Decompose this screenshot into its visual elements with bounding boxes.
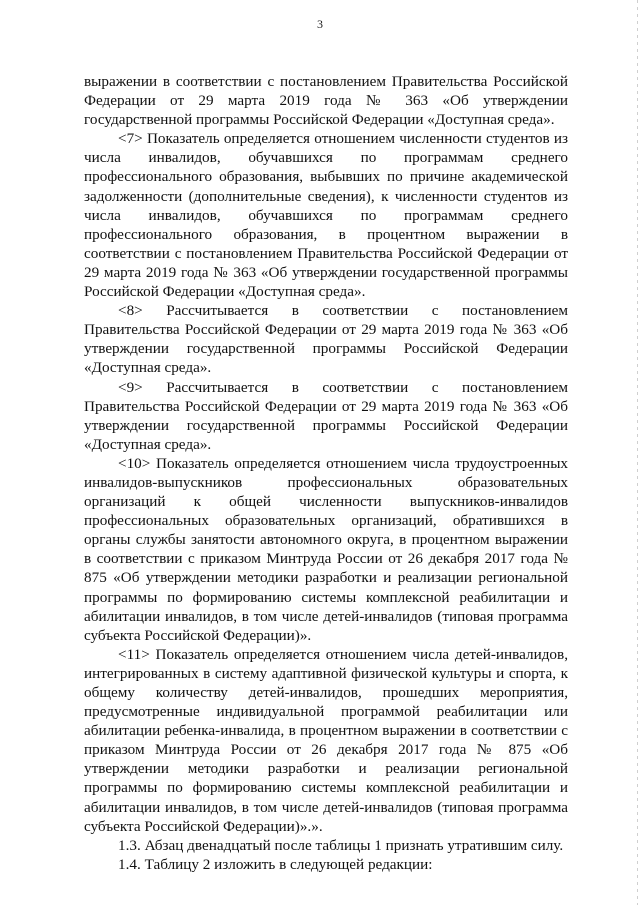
footnote-10: <10> Показатель определяется отношением числа трудоустроенных инвалидов-выпускников профессиональных образовательных организаций к общей численности выпускников-инвалидов профессиональных образовательных организаций, обратившихся в органы службы занятости автономного округа, в процентном выражении в соответствии с приказом Минтруда России от 26 декабря 2017 года № 875 «Об утверждении методики разработки и реализации региональной программы по формированию системы комплексной реабилитации и абилитации инвалидов, в том числе детей-инвалидов (типовая программа субъекта Российской Федерации)». — [84, 454, 568, 644]
footnote-9: <9> Рассчитывается в соответствии с постановлением Правительства Российской Федерации от 29 марта 2019 года № 363 «Об утверждении государственной программы Российской Федерации «Доступная среда». — [84, 378, 568, 453]
scan-edge-mark — [637, 0, 638, 905]
paragraph-continuation: выражении в соответствии с постановлением Правительства Российской Федерации от 29 марта 2019 года № 363 «Об утверждении государственной программы Российской Федерации «Доступная среда». — [84, 73, 568, 129]
clause-1-4: 1.4. Таблицу 2 изложить в следующей редакции: — [118, 855, 433, 873]
clause-1-3: 1.3. Абзац двенадцатый после таблицы 1 признать утратившим силу. — [118, 836, 564, 854]
footnote-8: <8> Рассчитывается в соответствии с постановлением Правительства Российской Федерации от 29 марта 2019 года № 363 «Об утверждении государственной программы Российской Федерации «Доступная среда». — [84, 302, 568, 377]
footnote-7: <7> Показатель определяется отношением численности студентов из числа инвалидов, обучавшихся по программам среднего профессионального образования, выбывших по причине академической задолженности (дополнительные сведения), к численности студентов из числа инвалидов, обучавшихся по программам среднего профессионального образования, в процентном выражении в соответствии с постановлением Правительства Российской Федерации от 29 марта 2019 года № 363 «Об утверждении государственной программы Российской Федерации «Доступная среда». — [84, 130, 568, 301]
page-number: 3 — [317, 17, 323, 31]
document-body — [84, 72, 568, 874]
footnote-11: <11> Показатель определяется отношением числа детей-инвалидов, интегрированных в систему адаптивной физической культуры и спорта, к общему количеству детей-инвалидов, прошедших мероприятия, предусмотренные индивидуальной программой реабилитации или абилитации ребенка-инвалида, в процентном выражении в соответствии с приказом Минтруда России от 26 декабря 2017 года № 875 «Об утверждении методики разработки и реализации региональной программы по формированию системы комплексной реабилитации и абилитации инвалидов, в том числе детей-инвалидов (типовая программа субъекта Российской Федерации)».». — [84, 645, 568, 835]
